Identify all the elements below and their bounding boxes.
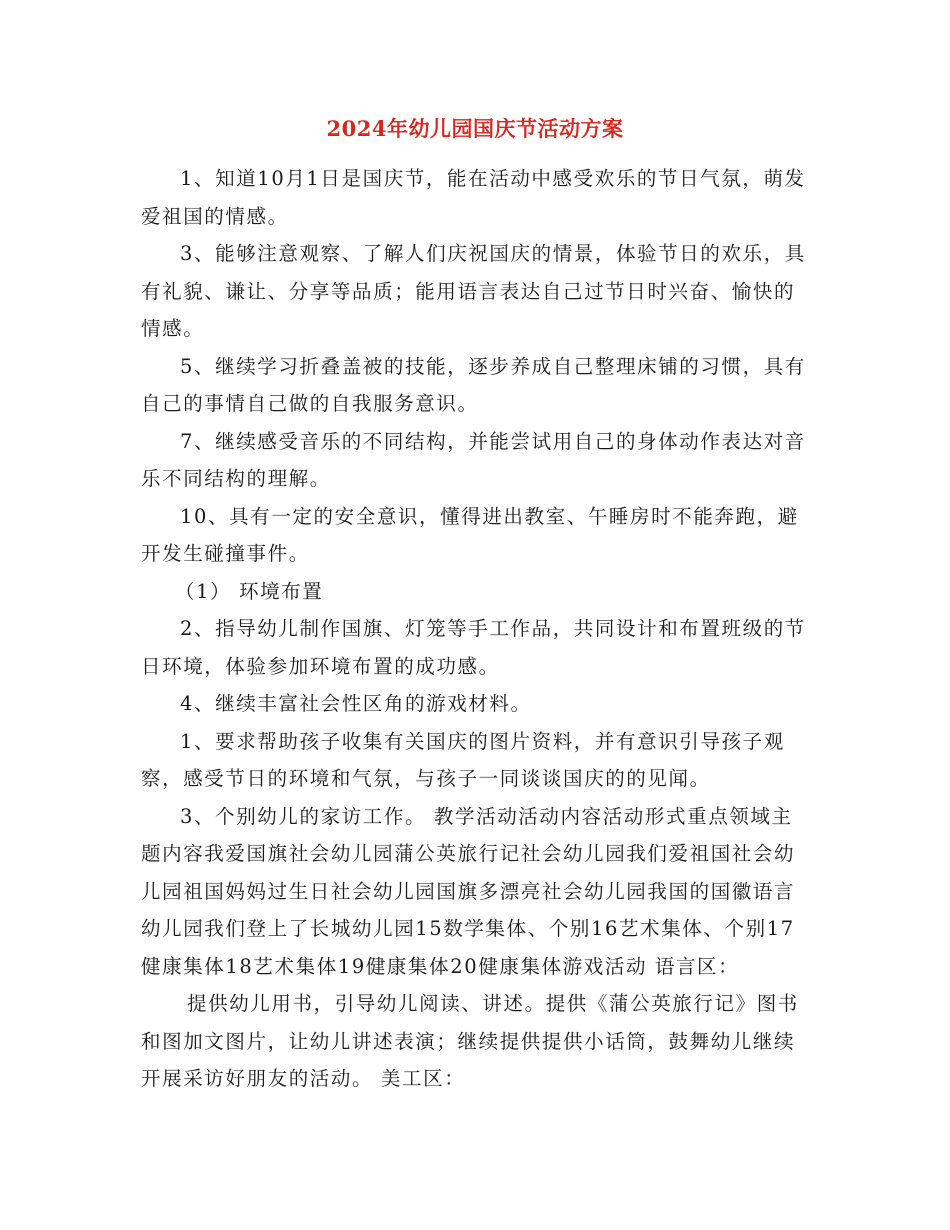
paragraph-language-area: 提供幼儿用书，引导幼儿阅读、讲述。提供《蒲公英旅行记》图书和图加文图片，让幼儿讲述表演；继续提供提供小话筒，鼓舞幼儿继续开展采访好朋友的活动。 美工区： [141, 992, 799, 1090]
paragraph-family-1: 1、要求帮助孩子收集有关国庆的图片资料，并有意识引导孩子观察，感受节日的环境和气氛，与孩子一同谈谈国庆的的见闻。 [141, 729, 785, 790]
paragraph-goal-5: 5、继续学习折叠盖被的技能，逐步养成自己整理床铺的习惯，具有自己的事情自己做的自我服务意识。 [141, 354, 806, 415]
paragraph-goal-1: 1、知道10月1日是国庆节，能在活动中感受欢乐的节日气氛，萌发爱祖国的情感。 [141, 167, 806, 228]
paragraph-section-heading: （1） 环境布置 [175, 579, 324, 603]
paragraph-goal-3: 3、能够注意观察、了解人们庆祝国庆的情景，体验节日的欢乐，具有礼貌、谦让、分享等品质；能用语言表达自己过节日时兴奋、愉快的情感。 [141, 242, 806, 340]
document-title: 2024年幼儿园国庆节活动方案 [326, 116, 624, 141]
paragraph-environment-4: 4、继续丰富社会性区角的游戏材料。 [180, 692, 532, 715]
paragraph-family-3: 3、个别幼儿的家访工作。 教学活动活动内容活动形式重点领域主题内容我爱国旗社会幼儿园蒲公英旅行记社会幼儿园我们爱祖国社会幼儿园祖国妈妈过生日社会幼儿园国旗多漂亮社会幼儿园我国的国徽语言幼儿园我们登上了长城幼儿园15数学集体、个别16艺术集体、个别17健康集体18艺术集体19健康集体20健康集体游戏活动 语言区： [141, 804, 796, 978]
document-body [141, 160, 809, 1098]
paragraph-goal-10: 10、具有一定的安全意识，懂得进出教室、午睡房时不能奔跑，避开发生碰撞事件。 [141, 504, 799, 565]
paragraph-environment-2: 2、指导幼儿制作国旗、灯笼等手工作品，共同设计和布置班级的节日环境，体验参加环境布置的成功感。 [141, 617, 806, 678]
paragraph-goal-7: 7、继续感受音乐的不同结构，并能尝试用自己的身体动作表达对音乐不同结构的理解。 [141, 429, 806, 490]
